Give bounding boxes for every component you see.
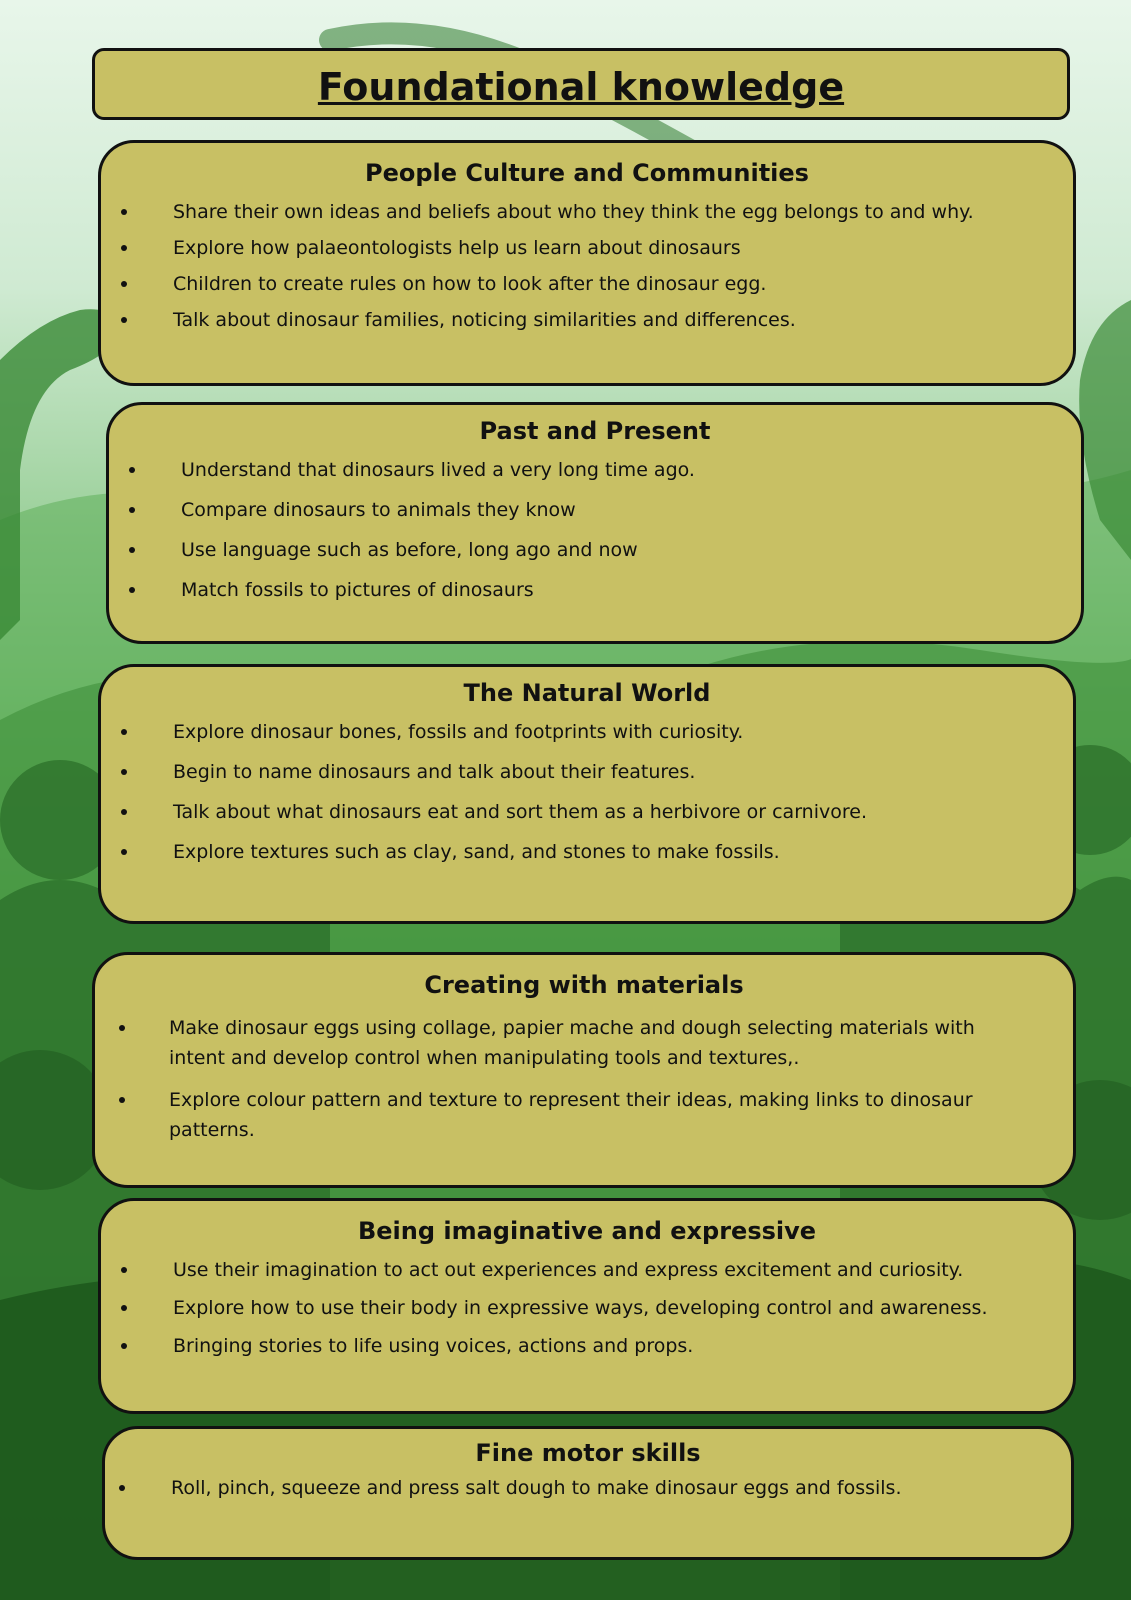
list-item-text: Talk about dinosaur families, noticing similarities and differences. [173,309,796,331]
bullet-icon [121,1343,127,1349]
bullet-list [105,1473,1071,1503]
section-being-imaginative-expressive [98,1198,1076,1414]
bullet-icon [129,547,135,553]
list-item [105,1473,1071,1503]
section-creating-with-materials [92,952,1076,1188]
list-item-text: Talk about what dinosaurs eat and sort them as a herbivore or carnivore. [173,801,867,823]
list-item-text: Children to create rules on how to look after the dinosaur egg. [173,273,767,295]
list-item-text: Use language such as before, long ago and now [181,539,638,561]
list-item [101,717,1073,747]
bullet-icon [129,467,135,473]
bullet-icon [129,507,135,513]
bullet-icon [119,1025,125,1031]
section-people-culture-communities [98,140,1076,386]
list-item [101,1255,1073,1285]
list-item-text: Explore dinosaur bones, fossils and footprints with curiosity. [173,721,744,743]
list-item [101,837,1073,867]
list-item-text: Roll, pinch, squeeze and press salt dough to make dinosaur eggs and fossils. [171,1477,902,1499]
section-heading: Fine motor skills [475,1439,701,1467]
list-item-text: Understand that dinosaurs lived a very long time ago. [181,459,695,481]
section-past-and-present [106,402,1084,644]
list-item [101,233,1073,263]
bullet-list [101,717,1073,867]
bullet-list [95,1013,1073,1145]
section-heading: Being imaginative and expressive [357,1217,817,1245]
list-item-text: Begin to name dinosaurs and talk about their features. [173,761,696,783]
list-item [101,797,1073,827]
section-heading: The Natural World [463,679,711,707]
list-item [109,455,1081,485]
list-item [95,1085,1033,1145]
list-item [101,269,1073,299]
list-item-text: Explore textures such as clay, sand, and stones to make fossils. [173,841,780,863]
bullet-icon [121,209,127,215]
list-item [95,1013,1033,1073]
bullet-icon [121,729,127,735]
title-banner [92,48,1070,120]
list-item-text: Match fossils to pictures of dinosaurs [181,579,534,601]
bullet-icon [121,849,127,855]
section-fine-motor-skills [102,1426,1074,1560]
list-item-text: Compare dinosaurs to animals they know [181,499,576,521]
list-item [101,757,1073,787]
section-heading: Past and Present [479,417,711,445]
bullet-icon [121,809,127,815]
list-item-text: Share their own ideas and beliefs about who they think the egg belongs to and why. [173,201,974,223]
bullet-list [101,197,1073,335]
list-item [109,495,1081,525]
bullet-icon [121,1305,127,1311]
bullet-icon [129,587,135,593]
bullet-list [109,455,1081,605]
section-natural-world [98,664,1076,924]
section-heading: Creating with materials [424,971,744,999]
list-item-text: Explore colour pattern and texture to represent their ideas, making links to dinosaur patterns. [169,1089,973,1141]
bullet-icon [121,245,127,251]
bullet-icon [121,317,127,323]
bullet-icon [121,769,127,775]
list-item [101,1331,1073,1361]
list-item [101,1293,1073,1323]
list-item [101,305,1073,335]
list-item-text: Use their imagination to act out experiences and express excitement and curiosity. [173,1259,964,1281]
section-heading: People Culture and Communities [365,159,809,187]
list-item [109,575,1081,605]
bullet-icon [119,1097,125,1103]
bullet-icon [119,1485,125,1491]
list-item [101,197,1073,227]
list-item-text: Bringing stories to life using voices, actions and props. [173,1335,694,1357]
list-item [109,535,1081,565]
list-item-text: Explore how palaeontologists help us learn about dinosaurs [173,237,741,259]
list-item-text: Make dinosaur eggs using collage, papier mache and dough selecting materials with intent and develop control when manipulating tools and textures,. [169,1017,975,1069]
bullet-icon [121,281,127,287]
page-title: Foundational knowledge [317,65,845,109]
bullet-list [101,1255,1073,1361]
bullet-icon [121,1267,127,1273]
list-item-text: Explore how to use their body in expressive ways, developing control and awareness. [173,1297,988,1319]
